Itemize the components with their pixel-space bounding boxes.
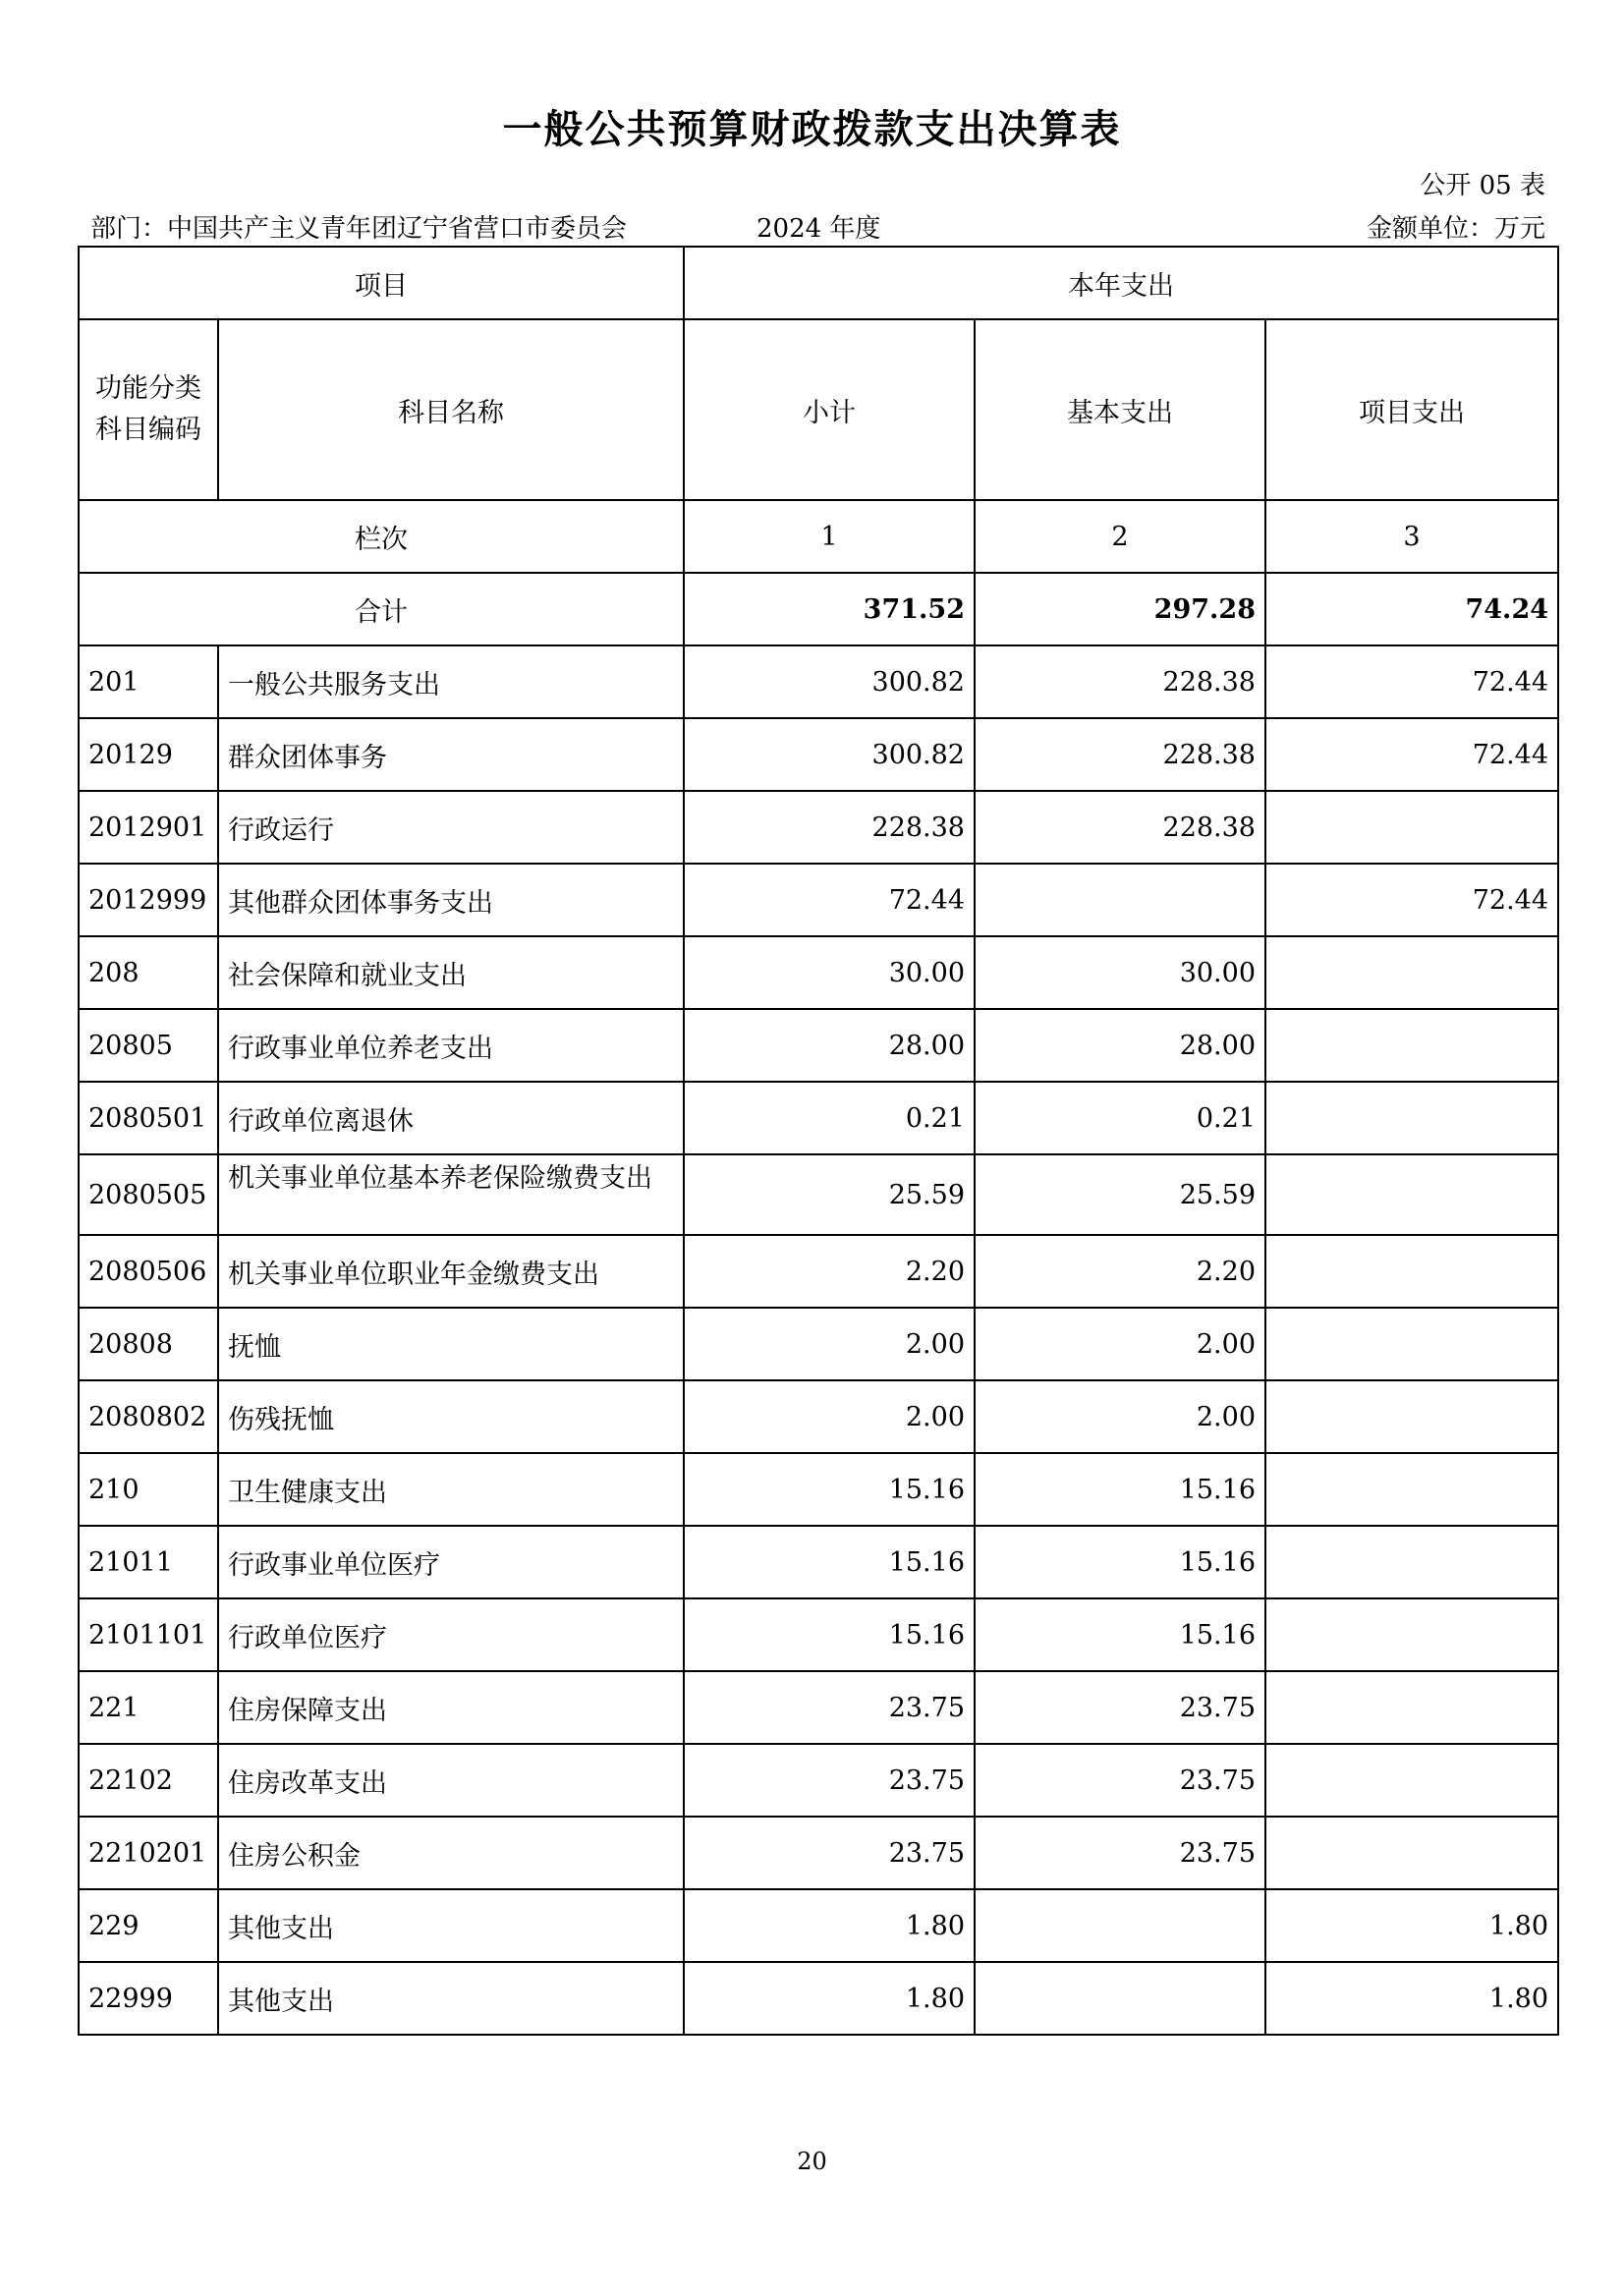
header-code-line2: 科目编码 [95,415,201,445]
row-code: 20129 [79,718,218,791]
row-project: 72.44 [1265,864,1558,936]
row-basic: 23.75 [975,1671,1265,1744]
row-basic: 23.75 [975,1817,1265,1889]
row-name: 行政单位医疗 [218,1598,684,1671]
table-row [79,1154,1558,1235]
column-index-1: 1 [684,500,975,573]
amount-unit: 金额单位：万元 [1366,214,1545,244]
table-row [79,1962,1558,2035]
total-row [79,573,1558,645]
row-code: 2080505 [79,1154,218,1235]
column-index-2: 2 [975,500,1265,573]
row-subtotal: 15.16 [684,1526,975,1598]
row-code: 2210201 [79,1817,218,1889]
table-row [79,718,1558,791]
row-project [1265,1744,1558,1817]
row-project [1265,1308,1558,1380]
table-row [79,1453,1558,1526]
row-name: 行政事业单位养老支出 [218,1009,684,1082]
row-basic: 228.38 [975,791,1265,864]
header-row-2 [79,319,1558,500]
row-code: 2012901 [79,791,218,864]
table-row [79,864,1558,936]
table-row [79,645,1558,718]
row-subtotal: 15.16 [684,1598,975,1671]
row-basic: 25.59 [975,1154,1265,1235]
row-name: 行政运行 [218,791,684,864]
row-subtotal: 2.20 [684,1235,975,1308]
row-code: 20805 [79,1009,218,1082]
row-name: 其他支出 [218,1962,684,2035]
row-subtotal: 2.00 [684,1308,975,1380]
row-name: 住房公积金 [218,1817,684,1889]
row-subtotal: 1.80 [684,1962,975,2035]
row-code: 22102 [79,1744,218,1817]
expenditure-table [78,246,1559,2036]
row-subtotal: 23.75 [684,1817,975,1889]
row-name: 行政单位离退休 [218,1082,684,1154]
row-name: 卫生健康支出 [218,1453,684,1526]
page-title: 一般公共预算财政拨款支出决算表 [502,107,1122,152]
row-name: 其他支出 [218,1889,684,1962]
row-code: 229 [79,1889,218,1962]
table-row [79,1082,1558,1154]
row-name: 伤残抚恤 [218,1380,684,1453]
page-number: 20 [797,2148,827,2175]
row-subtotal: 23.75 [684,1744,975,1817]
row-code: 2012999 [79,864,218,936]
row-subtotal: 25.59 [684,1154,975,1235]
column-index-label: 栏次 [79,500,684,573]
row-basic [975,864,1265,936]
row-subtotal: 1.80 [684,1889,975,1962]
header-item: 项目 [79,247,684,319]
row-subtotal: 72.44 [684,864,975,936]
row-project [1265,1598,1558,1671]
table-row [79,1380,1558,1453]
row-code: 2101101 [79,1598,218,1671]
row-name: 一般公共服务支出 [218,645,684,718]
table-row [79,1009,1558,1082]
row-project [1265,1235,1558,1308]
row-project [1265,1009,1558,1082]
row-project [1265,1380,1558,1453]
row-basic: 2.00 [975,1308,1265,1380]
row-subtotal: 28.00 [684,1009,975,1082]
row-project: 72.44 [1265,645,1558,718]
row-subtotal: 15.16 [684,1453,975,1526]
row-name: 机关事业单位职业年金缴费支出 [218,1235,684,1308]
row-name: 抚恤 [218,1308,684,1380]
table-row [79,936,1558,1009]
row-code: 221 [79,1671,218,1744]
row-name: 社会保障和就业支出 [218,936,684,1009]
row-project [1265,1082,1558,1154]
row-project [1265,1817,1558,1889]
row-project [1265,791,1558,864]
row-basic: 15.16 [975,1453,1265,1526]
row-subtotal: 300.82 [684,718,975,791]
row-code: 208 [79,936,218,1009]
column-index-row [79,500,1558,573]
row-code: 2080802 [79,1380,218,1453]
header-project: 项目支出 [1265,319,1558,500]
form-number: 公开 05 表 [1420,171,1545,200]
header-subtotal: 小计 [684,319,975,500]
row-code: 201 [79,645,218,718]
row-project: 1.80 [1265,1889,1558,1962]
row-subtotal: 0.21 [684,1082,975,1154]
header-code [79,319,218,500]
table-row [79,1889,1558,1962]
row-basic: 23.75 [975,1744,1265,1817]
row-subtotal: 228.38 [684,791,975,864]
header-row-1 [79,247,1558,319]
row-basic: 0.21 [975,1082,1265,1154]
row-code: 2080501 [79,1082,218,1154]
row-subtotal: 30.00 [684,936,975,1009]
department-label: 部门：中国共产主义青年团辽宁省营口市委员会 [90,214,628,244]
row-project [1265,1154,1558,1235]
row-project [1265,1453,1558,1526]
total-subtotal: 371.52 [684,573,975,645]
table-row [79,1526,1558,1598]
row-basic: 28.00 [975,1009,1265,1082]
table-row [79,1817,1558,1889]
row-project: 72.44 [1265,718,1558,791]
row-basic: 30.00 [975,936,1265,1009]
row-basic: 15.16 [975,1598,1265,1671]
row-project [1265,1526,1558,1598]
row-subtotal: 2.00 [684,1380,975,1453]
row-name: 其他群众团体事务支出 [218,864,684,936]
row-basic: 228.38 [975,718,1265,791]
row-name: 机关事业单位基本养老保险缴费支出 [218,1154,684,1235]
row-basic: 2.00 [975,1380,1265,1453]
row-code: 21011 [79,1526,218,1598]
row-name: 住房保障支出 [218,1671,684,1744]
table-row [79,1671,1558,1744]
table-row [79,1308,1558,1380]
table-row [79,1744,1558,1817]
row-subtotal: 23.75 [684,1671,975,1744]
row-basic: 2.20 [975,1235,1265,1308]
table-row [79,1598,1558,1671]
row-project: 1.80 [1265,1962,1558,2035]
total-label: 合计 [79,573,684,645]
fiscal-year: 2024 年度 [756,214,881,244]
column-index-3: 3 [1265,500,1558,573]
row-basic: 15.16 [975,1526,1265,1598]
row-project [1265,1671,1558,1744]
row-basic [975,1889,1265,1962]
row-project [1265,936,1558,1009]
table-row [79,1235,1558,1308]
row-name: 群众团体事务 [218,718,684,791]
row-code: 20808 [79,1308,218,1380]
total-basic: 297.28 [975,573,1265,645]
row-code: 2080506 [79,1235,218,1308]
header-name: 科目名称 [218,319,684,500]
row-code: 210 [79,1453,218,1526]
row-subtotal: 300.82 [684,645,975,718]
total-project: 74.24 [1265,573,1558,645]
row-name: 住房改革支出 [218,1744,684,1817]
header-current-year: 本年支出 [684,247,1558,319]
row-basic [975,1962,1265,2035]
row-code: 22999 [79,1962,218,2035]
table-row [79,791,1558,864]
row-basic: 228.38 [975,645,1265,718]
header-basic: 基本支出 [975,319,1265,500]
row-name: 行政事业单位医疗 [218,1526,684,1598]
header-code-line1: 功能分类 [95,373,201,404]
